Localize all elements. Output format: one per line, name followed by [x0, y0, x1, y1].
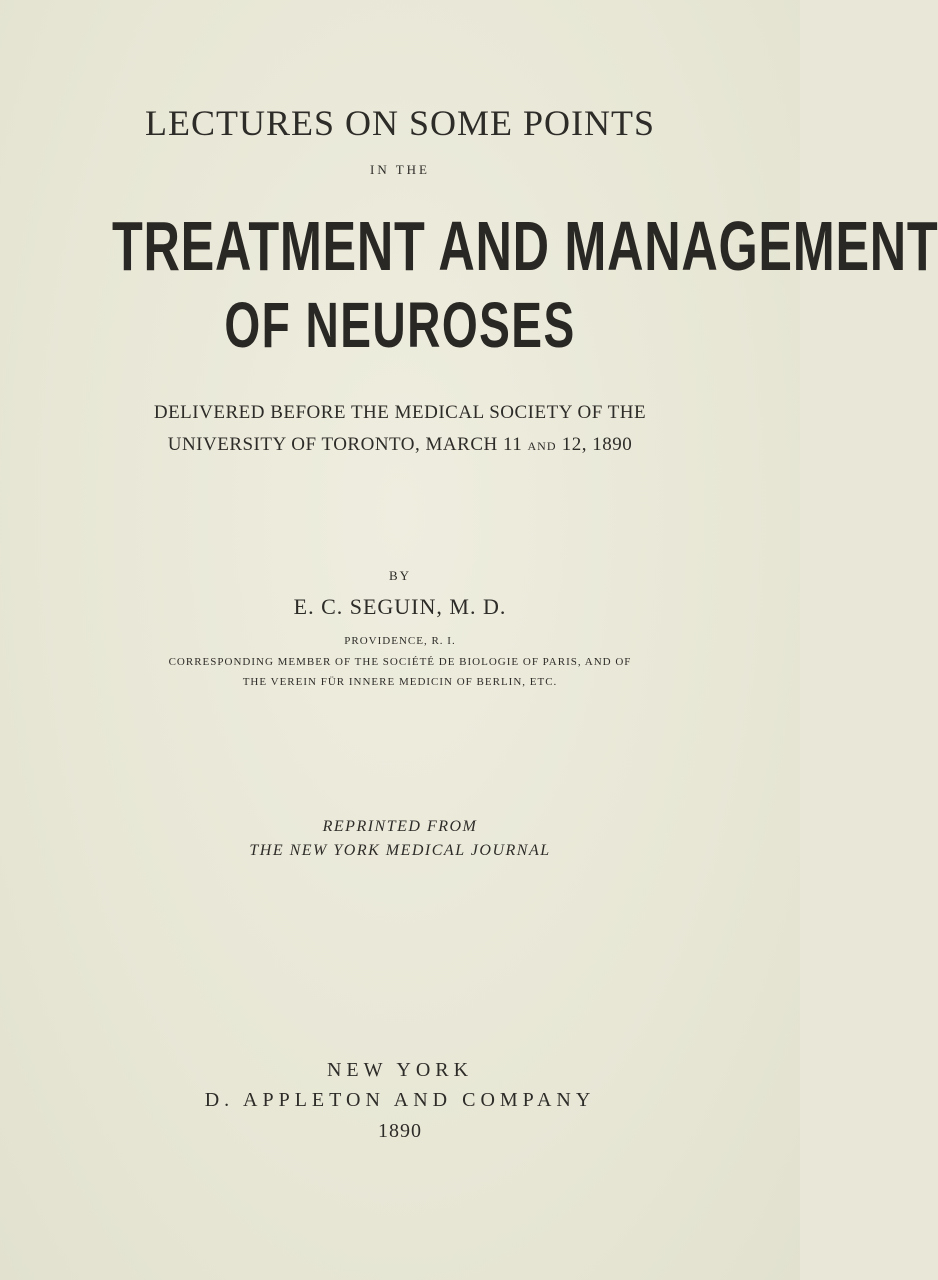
author-name: E. C. SEGUIN, M. D.	[293, 594, 507, 619]
title-line-4: OF NEUROSES	[224, 289, 576, 361]
delivered-line-2-end: 12, 1890	[556, 434, 633, 455]
delivered-line-1: DELIVERED BEFORE THE MEDICAL SOCIETY OF THE	[153, 402, 647, 423]
membership-line-1: CORRESPONDING MEMBER OF THE SOCIÉTÉ DE BIOLOGIE OF PARIS, AND OF	[168, 656, 632, 668]
delivered-line-2-and: AND	[527, 439, 557, 453]
delivered-line-2	[0, 434, 800, 456]
title-line-3: TREATMENT AND MANAGEMENT	[112, 207, 938, 285]
imprint-year: 1890	[378, 1120, 422, 1142]
title-line-2: IN THE	[369, 162, 430, 177]
imprint-city: NEW YORK	[326, 1059, 474, 1081]
imprint-publisher: D. APPLETON AND COMPANY	[204, 1089, 596, 1111]
author-place: PROVIDENCE, R. I.	[344, 635, 456, 647]
reprinted-line-2: THE NEW YORK MEDICAL JOURNAL	[249, 842, 551, 859]
reprinted-line-1: REPRINTED FROM	[322, 818, 478, 835]
title-line-1: LECTURES ON SOME POINTS	[144, 103, 656, 143]
membership-line-2: THE VEREIN FÜR INNERE MEDICIN OF BERLIN, ETC.	[242, 676, 558, 688]
by-label: BY	[388, 568, 412, 583]
delivered-line-2-start: UNIVERSITY OF TORONTO, MARCH 11	[167, 434, 528, 455]
